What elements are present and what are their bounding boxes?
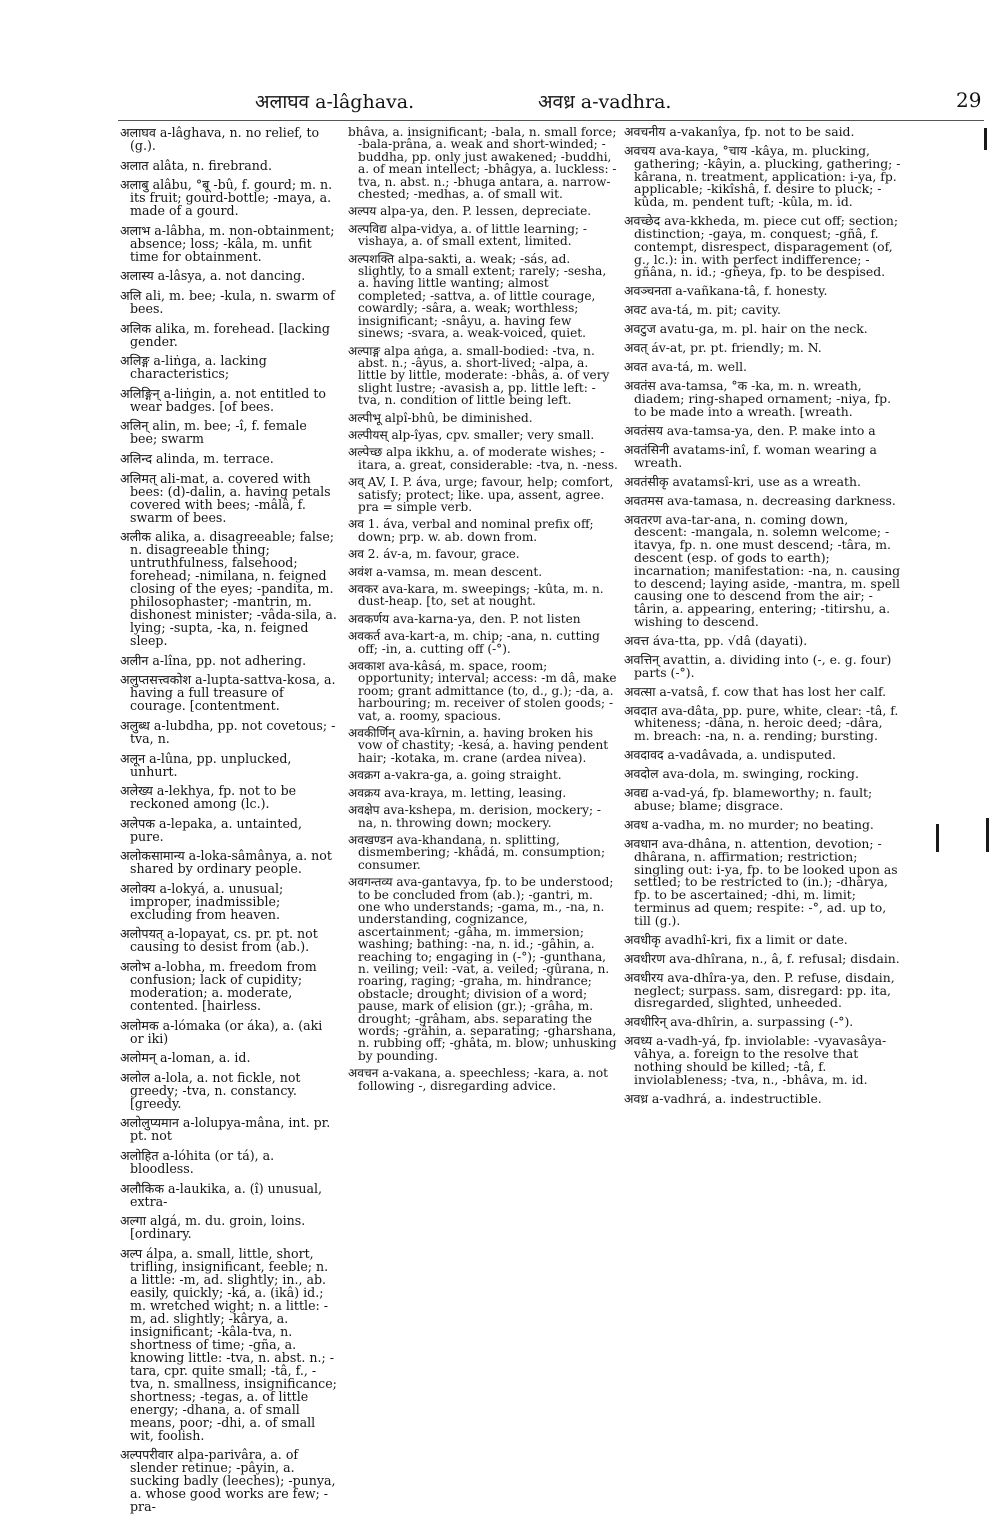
dictionary-entry: अलोल a-lola, a. not fickle, not greedy; -tva, n. constancy. [greedy. [120,1069,301,1111]
margin-mark [984,128,987,150]
dictionary-entry: अवक्रग a-vakra-ga, a. going straight. [348,768,562,783]
dictionary-entry: अलिङ्ग a-liṅga, a. lacking characteristics; [120,353,267,382]
dictionary-entry: अवक्षेप ava-kshepa, m. derision, mockery; -na, n. throwing down; mockery. [348,803,601,830]
dictionary-entry: अल्गा algá, m. du. groin, loins. [ordinary. [120,1213,306,1242]
dictionary-entry: अवतंसीकृ avatamsî-kri, use as a wreath. [624,473,861,489]
dictionary-entry: अवधान ava-dhâna, n. attention, devotion; -dhârana, n. affirmation; restriction; singling out: i-ya, fp. to be looked upon as settled; to be restricted to (in.); -dhârya, fp. to be ascertained; -dhi, m. limit; terminus ad quem; respite: -°, ad. up to, till (g.). [624,835,898,928]
dictionary-entry: अलाभ a-lâbha, m. non-obtainment; absence; loss; -kâla, m. unfit time for obtainment. [120,222,335,264]
dictionary-entry: अलोपयत् a-lopayat, cs. pr. pt. not causing to desist from (ab.). [120,926,318,955]
dictionary-entry: अवट ava-tá, m. pit; cavity. [624,302,781,318]
dictionary-entry: अवतंस ava-tamsa, °क -ka, m. n. wreath, diadem; ring-shaped ornament; -niya, fp. to be made into a wreath. [wreath. [624,378,892,419]
dictionary-entry: अल्पपरीवार alpa-parivâra, a. of slender retinue; -pâyin, a. sucking badly (leeches); -punya, a. whose good works are few; -pra- [120,1447,336,1514]
dictionary-entry: अलात alâta, n. firebrand. [120,157,272,173]
dictionary-entry: अलिन् alin, m. bee; -î, f. female bee; swarm [120,418,307,447]
column-right [624,126,902,1302]
dictionary-entry: अवक्रय ava-kraya, m. letting, leasing. [348,785,567,800]
header-left-guide-word: अलाघव a-lâghava. [255,91,415,113]
dictionary-entry: अव् AV, I. P. áva, urge; favour, help; comfort, satisfy; protect; like. upa, assent, agree. pra = simple verb. [348,475,614,514]
dictionary-entry: अलोमक a-lómaka (or áka), a. (aki or iki) [120,1017,323,1046]
dictionary-entry: अवञ्चनता a-vañkana-tâ, f. honesty. [624,283,828,299]
dictionary-entry: अवचय ava-kaya, °चाय -kâya, m. plucking, gathering; -kâyin, a. plucking, gathering; -kârana, n. treatment, application: i-ya, fp. applicable; -kikîshâ, f. desire to pluck; -kûda, m. pendent tuft; -kûla, m. id. [624,142,901,210]
dictionary-entry: अवकर्त ava-kart-a, m. chip; -ana, n. cutting off; -in, a. cutting off (-°). [348,629,600,656]
dictionary-entry: अवद्य a-vad-yá, fp. blameworthy; n. fault; abuse; blame; disgrace. [624,785,873,814]
dictionary-entry: अवधीकृ avadhî-kri, fix a limit or date. [624,931,848,947]
dictionary-entry: अलास्य a-lâsya, a. not dancing. [120,268,306,284]
dictionary-entry: अवचनीय a-vakanîya, fp. not to be said. [624,124,855,139]
dictionary-entry: अलि ali, m. bee; -kula, n. swarm of bees. [120,287,335,316]
header-right-guide-word: अवध्र a-vadhra. [538,91,672,113]
dictionary-entry: अलीन a-lîna, pp. not adhering. [120,652,307,668]
dictionary-entry: अलिक alika, m. forehead. [lacking gender. [120,320,330,349]
dictionary-entry: अवतमस ava-tamasa, n. decreasing darkness. [624,492,896,508]
running-header [0,88,1000,118]
dictionary-entry: अवत्तिन् avattin, a. dividing into (-, e. g. four) parts (-°). [624,651,892,680]
dictionary-entry: अवधीरण ava-dhîrana, n., â, f. refusal; disdain. [624,950,900,966]
dictionary-entry: अलुप्तसत्त्वकोश a-lupta-sattva-kosa, a. having a full treasure of courage. [contentment. [120,672,336,714]
dictionary-entry: bhâva, a. insignificant; -bala, n. small force; -bala-prâna, a. weak and short-winded; -buddha, pp. only just awakened; -buddhi, a. of mean intellect; -bhâgya, a. luckless: -tva, n. abst. n.; -bhuga antara, a. narrow-chested; -medhas, a. of small wit. [348,125,617,202]
dictionary-entry: अल्पीयस् alp-îyas, cpv. smaller; very small. [348,427,595,442]
column-left [120,125,338,1514]
dictionary-entry: अवंश a-vamsa, m. mean descent. [348,564,543,579]
dictionary-entry: अलाघव a-lâghava, n. no relief, to (g.). [120,125,320,153]
dictionary-entry: अलिन्द alinda, m. terrace. [120,450,274,466]
dictionary-entry: अवटुज avatu-ga, m. pl. hair on the neck. [624,321,868,337]
dictionary-entry: अवकीर्णिन् ava-kîrnin, a. having broken his vow of chastity; -kesá, a. having pendent hair; -kotaka, m. crane (ardea nivea). [348,726,609,765]
dictionary-entry: अवच्छेद ava-kkheda, m. piece cut off; section; distinction; -gaya, m. conquest; -gñâ, f. contempt, disrespect, disparagement (of, g., lc.): in. with perfect indifference; -gñâna, n. id.; -gñeya, fp. to be despised. [624,213,899,280]
dictionary-entry: अवधीरिन् ava-dhîrin, a. surpassing (-°). [624,1014,854,1030]
dictionary-entry: अवतरण ava-tar-ana, n. coming down, descent: -mangala, n. solemn welcome; -itavya, fp. n. one must descend; -târa, m. descent (esp. of gods to earth); incarnation; manifestation: -na, n. causing to descend; laying aside, -mantra, m. spell causing one to descend from the air; -târin, a. appearing, entering; -titirshu, a. wishing to descend. [624,511,901,629]
dictionary-entry: अल्पीभू alpî-bhû, be diminished. [348,410,533,425]
dictionary-entry: अवगन्तव्य ava-gantavya, fp. to be understood; to be concluded from (ab.); -gantri, m. one who understands; -gama, m., -na, n. understanding, cognizance, ascertainment; -gâha, m. immersion; washing; bathing: -na, n. id.; -gâhin, a. reaching to; engaging in (-°); -gunthana, n. veiling; veil: -vat, a. veiled; -gûrana, n. roaring, raging; -graha, m. hindrance; obstacle; drought; division of a word; pause, mark of elision (gr.); -grâha, m. drought; -grâham, abs. separating the words; -grâhin, a. separating; -gharshana, n. rubbing off; -ghâta, m. blow; unhusking by pounding. [348,875,617,1063]
dictionary-entry: अवदात ava-dâta, pp. pure, white, clear: -tâ, f. whiteness; -dâna, n. heroic deed; -dâra, m. breach: -na, n. a. rending; bursting. [624,702,899,744]
dictionary-entry: अलुब्ध a-lubdha, pp. not covetous; -tva, n. [120,717,336,746]
dictionary-entry: अवतंसिनी avatams-inî, f. woman wearing a wreath. [624,441,877,470]
page-number: 29 [956,88,982,112]
dictionary-entry: अलून a-lûna, pp. unplucked, unhurt. [120,750,292,779]
margin-mark [936,824,939,852]
dictionary-entry: अलौकिक a-laukika, a. (î) unusual, extra- [120,1180,323,1209]
dictionary-entry: अलोक्य a-lokyá, a. unusual; improper, inadmissible; excluding from heaven. [120,880,284,922]
dictionary-entry: अवत ava-tá, m. well. [624,359,747,375]
dictionary-entry: अवकर्णय ava-karna-ya, den. P. not listen [348,611,581,626]
margin-mark [986,818,989,852]
dictionary-entry: अवधीरय ava-dhîra-ya, den. P. refuse, disdain, neglect; surpass. sam, disregard: pp. ita, disregarded, slighted, unheeded. [624,969,895,1011]
dictionary-entry: अलीक alika, a. disagreeable; false; n. disagreeable thing; untruthfulness, falsehood; forehead; -nimilana, n. feigned closing of the eyes; -pandita, m. philosophaster; -mantrin, m. dishonest minister; -vâda-sila, a. lying; -supta, -ka, n. feigned sleep. [120,529,337,649]
dictionary-entry: अल्पेच्छ alpa ikkhu, a. of moderate wishes; -itara, a. great, considerable: -tva, n. -ness. [348,445,618,472]
dictionary-entry: अवध्य a-vadh-yá, fp. inviolable: -vyavasâya-vâhya, a. foreign to the resolve that nothing should be killed; -tâ, f. inviolableness; -tva, n., -bhâva, m. id. [624,1033,887,1087]
dictionary-entry: अवदोल ava-dola, m. swinging, rocking. [624,766,859,782]
dictionary-entry: अवध a-vadha, m. no murder; no beating. [624,817,874,832]
dictionary-entry: अव 1. áva, verbal and nominal prefix off; down; prp. w. ab. down from. [348,517,594,544]
dictionary-entry: अल्प álpa, a. small, little, short, trifling, insignificant, feeble; n. a little: -m, ad. slightly; in., ab. easily, quickly; -ká, a. (ikâ) id.; m. wretched wight; n. a little: -m, ad. slightly; -kârya, a. insignificant; -kâla-tva, n. shortness of time; -gña, a. knowing little: -tva, n. abst. n.; -tara, cpr. quite small; -tâ, f., -tva, n. smallness, insignificance; shortness; -tegas, a. of little energy; -dhana, a. of small means, poor; -dhi, a. of small wit, foolish. [120,1245,337,1443]
dictionary-entry: अवचन a-vakana, a. speechless; -kara, a. not following -, disregarding advice. [348,1066,608,1093]
dictionary-entry: अलोमन् a-loman, a. id. [120,1050,251,1066]
dictionary-entry: अलोलुप्यमान a-lolupya-mâna, int. pr. pt. not [120,1115,331,1144]
dictionary-entry: अवकर ava-kara, m. sweepings; -kûta, m. n. dust-heap. [to, set at nought. [348,582,604,609]
dictionary-entry: अलिमत् ali-mat, a. covered with bees: (d)-dalin, a. having petals covered with bees; -mâlâ, f. swarm of bees. [120,470,331,525]
dictionary-entry: अलिङ्गिन् a-liṅgin, a. not entitled to wear badges. [of bees. [120,385,326,414]
dictionary-entry: अलाबु alâbu, °बू -bû, f. gourd; m. n. its fruit; gourd-bottle; -maya, a. made of a gourd. [120,177,333,219]
dictionary-entry: अलेपक a-lepaka, a. untainted, pure. [120,815,302,844]
dictionary-entry: अल्पाङ्ग alpa aṅga, a. small-bodied: -tva, n. abst. n.; -âyus, a. short-lived; -alpa, a. little by little, moderate: -bhâs, a. of very slight lustre; -avasish a, pp. little left: -tva, n. condition of little being left. [348,343,610,408]
dictionary-entry: अव 2. áv-a, m. favour, grace. [348,547,520,562]
dictionary-entry: अवदावद a-vadâvada, a. undisputed. [624,747,836,763]
dictionary-entry: अल्पविद्य alpa-vidya, a. of little learning; -vishaya, a. of small extent, limited. [348,221,587,249]
dictionary-entry: अवत्सा a-vatsâ, f. cow that has lost her calf. [624,683,887,699]
header-rule [118,120,984,121]
column-middle [348,126,618,1302]
dictionary-entry: अवकाश ava-kâsá, m. space, room; opportunity; interval; access: -m dâ, make room; grant admittance (to, d., g.); -da, a. harbouring; m. receiver of stolen goods; -vat, a. roomy, spacious. [348,659,617,723]
dictionary-entry: अवतंसय ava-tamsa-ya, den. P. make into a [624,422,876,438]
dictionary-entry: अल्पय alpa-ya, den. P. lessen, depreciate. [348,204,592,219]
dictionary-entry: अवखण्डन ava-khandana, n. splitting, dismembering; -khâdá, m. consumption; consumer. [348,832,606,872]
dictionary-entry: अलेख्य a-lekhya, fp. not to be reckoned among (lc.). [120,783,297,812]
dictionary-entry: अलोकसामान्य a-loka-sâmânya, a. not shared by ordinary people. [120,848,332,877]
dictionary-entry: अलोहित a-lóhita (or tá), a. bloodless. [120,1148,275,1177]
dictionary-entry: अलोभ a-lobha, m. freedom from confusion; lack of cupidity; moderation; a. moderate, contented. [hairless. [120,959,317,1014]
dictionary-entry: अवत्त áva-tta, pp. √dâ (dayati). [624,632,808,648]
dictionary-entry: अवध्र a-vadhrá, a. indestructible. [624,1090,822,1106]
dictionary-entry: अल्पशक्ति alpa-sakti, a. weak; -sás, ad. slightly, to a small extent; rarely; -sesha, a. having little wanting; almost completed; -sattva, a. of little courage, cowardly; -sâra, a. weak; worthless; insignificant; -snâyu, a. having few sinews; -svara, a. weak-voiced, quiet. [348,251,607,341]
dictionary-entry: अवत् áv-at, pr. pt. friendly; m. N. [624,340,822,356]
